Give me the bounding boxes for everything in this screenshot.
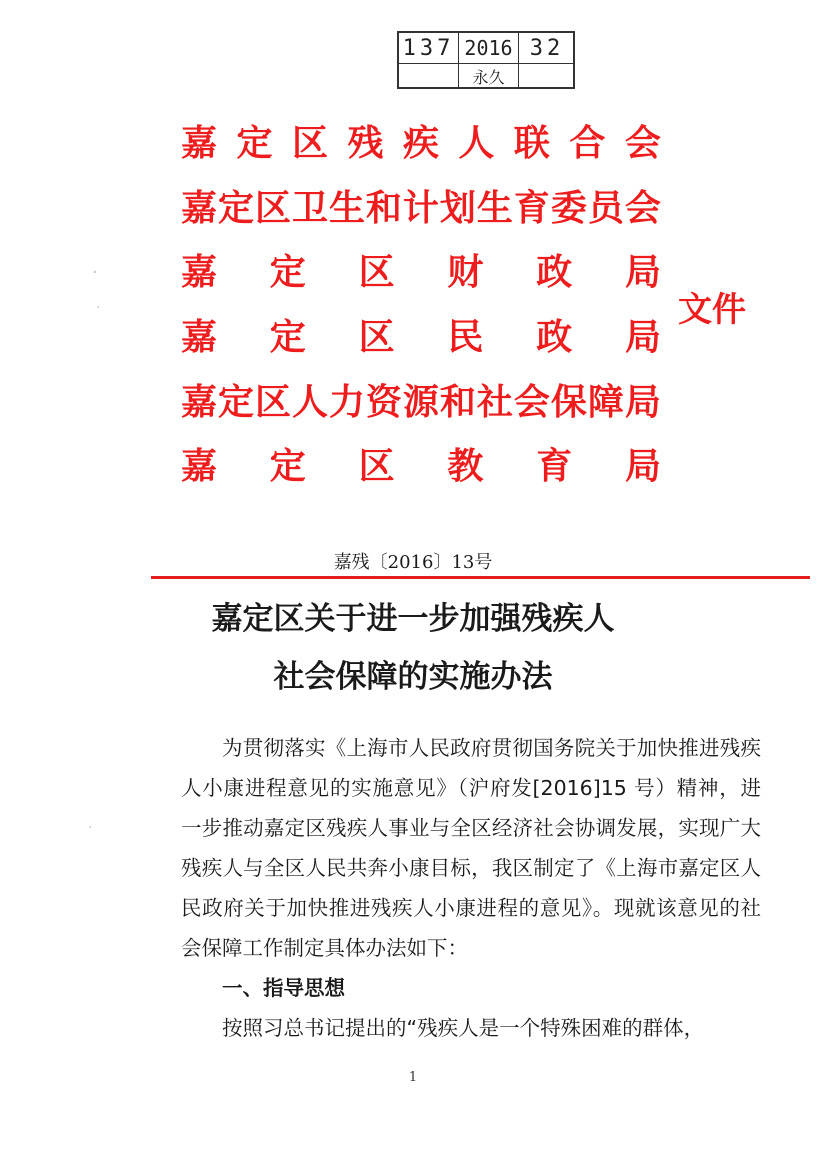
issuer-char: 委: [550, 187, 587, 229]
issuer-char: 定: [269, 252, 306, 294]
issuer-char: 育: [536, 446, 573, 488]
issuer-char: 区: [358, 317, 395, 359]
issuer-char: 嘉: [181, 381, 218, 423]
stamp-retention: 永久: [459, 63, 519, 89]
issuer-char: 人: [291, 381, 328, 423]
margin-mark: ·: [96, 300, 101, 316]
issuer-char: 会: [513, 381, 550, 423]
document-type-label: 文件: [678, 290, 746, 330]
issuer-char: 育: [513, 187, 550, 229]
issuer-char: 员: [587, 187, 624, 229]
stamp-year: 2016: [459, 33, 519, 63]
section-heading: 一、指导思想: [222, 976, 345, 1000]
issuer-char: 区: [254, 381, 291, 423]
issuer-char: 嘉: [181, 187, 218, 229]
issuer-char: 定: [269, 446, 306, 488]
issuer-row: [181, 370, 661, 435]
issuer-char: 教: [447, 446, 484, 488]
issuer-row: [181, 435, 661, 500]
issuer-char: 划: [439, 187, 476, 229]
stamp-count: 32: [529, 35, 565, 61]
issuer-char: 会: [624, 123, 661, 165]
issuer-char: 力: [328, 381, 365, 423]
issuer-char: 区: [358, 252, 395, 294]
issuer-char: 嘉: [181, 123, 218, 165]
issuer-char: 区: [291, 123, 328, 165]
issuer-char: 嘉: [181, 252, 218, 294]
issuer-char: 和: [365, 187, 402, 229]
issuer-char: 生: [328, 187, 365, 229]
issuer-char: 障: [587, 381, 624, 423]
issuer-char: 计: [402, 187, 439, 229]
issuer-char: 会: [624, 187, 661, 229]
document-number: 嘉残〔2016〕13号: [333, 552, 493, 573]
margin-mark: ·: [92, 262, 98, 283]
margin-mark: ·: [88, 820, 93, 836]
document-title-line-2: 社会保障的实施办法: [273, 659, 553, 695]
issuer-char: 卫: [291, 187, 328, 229]
body-paragraph: 为贯彻落实《上海市人民政府贯彻国务院关于加快推进残疾人小康进程意见的实施意见》（沪府发[2016]15 号）精神，进一步推动嘉定区残疾人事业与全区经济社会协调发展，实现广大残疾人与全区人民共奔小康目标，我区制定了《上海市嘉定区人民政府关于加快推进残疾人小康进程的意见》。现就该意见的社会保障工作制定具体办法如下：: [181, 736, 761, 960]
issuer-row: [181, 306, 661, 371]
issuer-char: 嘉: [181, 446, 218, 488]
issuer-char: 局: [624, 381, 661, 423]
issuer-char: 合: [569, 123, 606, 165]
issuer-row: [181, 241, 661, 306]
issuer-char: 财: [447, 252, 484, 294]
issuer-char: 社: [476, 381, 513, 423]
issuer-char: 和: [439, 381, 476, 423]
issuer-char: 局: [624, 252, 661, 294]
issuing-departments: [181, 112, 661, 500]
issuer-row: [181, 112, 661, 177]
issuer-char: 源: [402, 381, 439, 423]
issuer-char: 定: [217, 187, 254, 229]
archive-stamp: [397, 31, 575, 89]
issuer-char: 民: [447, 317, 484, 359]
stamp-empty-cell: [519, 63, 575, 89]
document-title-line-1: 嘉定区关于进一步加强残疾人: [211, 601, 615, 637]
issuer-char: 人: [458, 123, 495, 165]
issuer-char: 生: [476, 187, 513, 229]
page-number: 1: [408, 1070, 418, 1085]
issuer-char: 嘉: [181, 317, 218, 359]
stamp-empty-cell: [399, 63, 459, 89]
issuer-row: [181, 177, 661, 242]
issuer-char: 疾: [402, 123, 439, 165]
issuer-char: 联: [513, 123, 550, 165]
stamp-number: 137: [399, 33, 459, 63]
issuer-char: 局: [624, 317, 661, 359]
issuer-char: 政: [536, 252, 573, 294]
issuer-char: 残: [347, 123, 384, 165]
issuer-char: 定: [236, 123, 273, 165]
issuer-char: 资: [365, 381, 402, 423]
document-body: [181, 728, 761, 1048]
issuer-char: 区: [358, 446, 395, 488]
issuer-char: 定: [217, 381, 254, 423]
issuer-char: 局: [624, 446, 661, 488]
red-header-rule: [151, 576, 810, 579]
issuer-char: 政: [536, 317, 573, 359]
body-paragraph: 按照习总书记提出的“残疾人是一个特殊困难的群体，: [222, 1016, 705, 1040]
issuer-char: 定: [269, 317, 306, 359]
issuer-char: 区: [254, 187, 291, 229]
issuer-char: 保: [550, 381, 587, 423]
